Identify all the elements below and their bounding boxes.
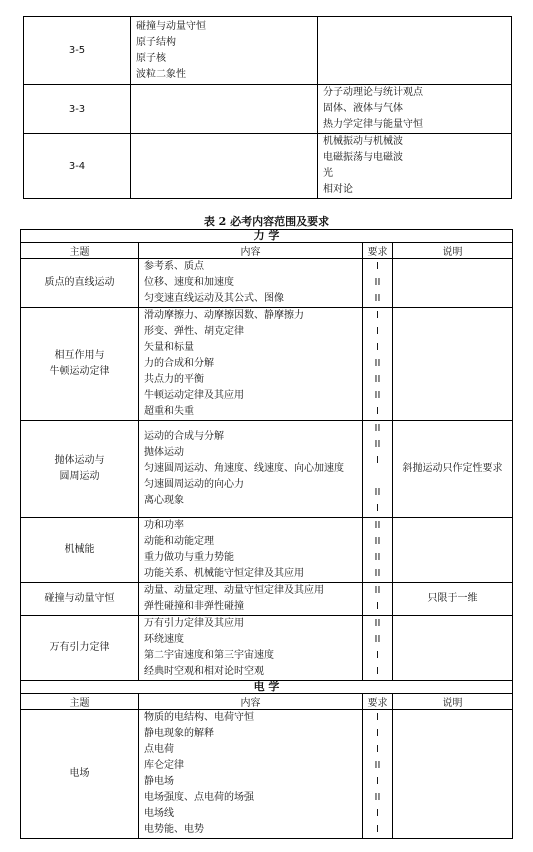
table-row [21,518,513,583]
requirement-cell [363,583,393,616]
requirement-level: II [374,568,381,579]
content-item: 第二宇宙速度和第三宇宙速度 [144,650,274,661]
table-row [24,17,512,85]
content-item: 电场强度、点电荷的场强 [144,792,254,803]
column-header-req: 要求 [363,243,393,259]
requirement-level: I [376,261,379,272]
content-item: 点电荷 [144,744,174,755]
note-cell [393,616,513,681]
topic-cell [21,518,139,583]
topic-label: 万有引力定律 [49,642,110,653]
content-item: 功和功率 [144,520,184,531]
requirement-level: I [376,650,379,661]
column-header-content: 内容 [139,694,363,710]
requirement-level: II [374,618,381,629]
module-table [23,16,512,199]
table-row [21,259,513,308]
column-header-req: 要求 [363,694,393,710]
requirement-level: I [376,824,379,835]
requirement-cell [363,421,393,518]
content-item: 物质的电结构、电荷守恒 [144,712,254,723]
table-row [21,710,513,839]
requirement-level: I [376,455,379,466]
content-item: 运动的合成与分解 [144,431,224,442]
topic-label: 相互作用与 牛顿运动定律 [49,350,110,377]
content-item: 电场线 [144,808,174,819]
list-item: 碰撞与动量守恒 [136,20,206,32]
content-item: 矢量和标量 [144,342,194,353]
table-row [21,421,513,518]
content-item: 超重和失重 [144,406,194,417]
requirement-cell [363,616,393,681]
content-item: 万有引力定律及其应用 [144,618,244,629]
requirement-level: II [374,374,381,385]
table-row [21,616,513,681]
requirement-level: II [374,277,381,288]
content-item: 离心现象 [144,495,184,506]
content-item: 滑动摩擦力、动摩擦因数、静摩擦力 [144,310,304,321]
requirement-level: I [376,406,379,417]
content-item: 静电现象的解释 [144,728,214,739]
content-item: 位移、速度和加速度 [144,277,234,288]
content-item: 功能关系、机械能守恒定律及其应用 [144,568,304,579]
list-item: 原子核 [136,52,166,64]
topic-label: 电场 [69,768,90,779]
content-item: 动能和动能定理 [144,536,214,547]
list-item: 电磁振荡与电磁波 [323,152,403,163]
topic-cell [21,308,139,421]
module-cell: 3-4 [24,134,131,199]
content-cell [139,259,363,308]
requirement-cell [363,259,393,308]
requirement-level: II [374,585,381,596]
content-item: 静电场 [144,776,174,787]
requirement-level: II [374,792,381,803]
content-item: 匀变速直线运动及其公式、图像 [144,293,284,304]
content-item: 匀速圆周运动的向心力 [144,479,244,490]
content-item: 抛体运动 [144,447,184,458]
note-cell [393,518,513,583]
list-item: 相对论 [323,184,353,195]
table-row [24,134,512,199]
column-header-content: 内容 [139,243,363,259]
column-header-topic: 主题 [21,694,139,710]
content-item: 共点力的平衡 [144,374,204,385]
content-item: 牛顿运动定律及其应用 [144,390,244,401]
requirement-level: I [376,342,379,353]
content-item: 环绕速度 [144,634,184,645]
content-cell [139,518,363,583]
requirement-level: I [376,503,379,514]
module-cell: 3-5 [24,17,131,85]
topic-label: 机械能 [64,544,95,555]
list-item: 原子结构 [136,36,176,48]
requirement-level: II [374,536,381,547]
requirement-level: II [374,760,381,771]
table-row [21,583,513,616]
list-item: 光 [323,168,333,179]
requirement-level: II [374,390,381,401]
requirement-level: I [376,601,379,612]
requirement-level: I [376,310,379,321]
topic-label: 碰撞与动量守恒 [44,593,115,604]
topic-label: 质点的直线运动 [44,277,115,288]
requirement-level: I [376,326,379,337]
content-item: 形变、弹性、胡克定律 [144,326,244,337]
section-row [21,681,513,694]
list-item: 波粒二象性 [136,68,186,80]
topic-cell [21,710,139,839]
topic-label: 抛体运动与 圆周运动 [54,455,105,482]
note-cell: 斜抛运动只作定性要求 [393,421,513,518]
content-item: 库仑定律 [144,760,184,771]
header-row [21,694,513,710]
requirement-level: I [376,666,379,677]
table-row [21,308,513,421]
module-content-cell [131,134,318,199]
requirements-table-body [21,230,513,839]
list-item: 机械振动与机械波 [323,136,403,147]
requirement-level: II [374,552,381,563]
note-cell [393,259,513,308]
requirements-table [20,229,513,839]
topic-cell [21,421,139,518]
column-header-topic: 主题 [21,243,139,259]
content-cell [139,421,363,518]
content-cell [139,583,363,616]
module-content-cell [131,17,318,85]
content-item: 电势能、电势 [144,824,204,835]
note-cell [393,308,513,421]
column-header-note: 说明 [393,243,513,259]
section-heading: 电 学 [21,681,513,694]
list-item: 固体、液体与气体 [323,103,403,114]
module-content-cell [318,134,512,199]
requirement-level: II [374,358,381,369]
content-cell [139,308,363,421]
topic-cell [21,583,139,616]
requirement-level: I [376,728,379,739]
requirement-level: II [374,423,381,434]
requirement-level: I [376,808,379,819]
requirement-level: II [374,634,381,645]
column-header-note: 说明 [393,694,513,710]
content-item: 参考系、质点 [144,261,204,272]
content-item: 重力做功与重力势能 [144,552,234,563]
requirement-level: II [374,293,381,304]
content-item: 匀速圆周运动、角速度、线速度、向心加速度 [144,463,344,474]
list-item: 热力学定律与能量守恒 [323,119,423,130]
requirement-level: II [374,520,381,531]
content-cell [139,710,363,839]
section-heading: 力 学 [21,230,513,243]
requirement-level: I [376,744,379,755]
topic-cell [21,259,139,308]
section-row [21,230,513,243]
content-item: 动量、动量定理、动量守恒定律及其应用 [144,585,324,596]
module-content-cell [318,17,512,85]
requirement-cell [363,308,393,421]
note-cell: 只限于一维 [393,583,513,616]
note-cell [393,710,513,839]
requirement-level: I [376,776,379,787]
content-item: 弹性碰撞和非弹性碰撞 [144,601,244,612]
requirement-cell [363,710,393,839]
header-row [21,243,513,259]
topic-cell [21,616,139,681]
content-item: 力的合成和分解 [144,358,214,369]
module-cell: 3-3 [24,85,131,134]
requirement-cell [363,518,393,583]
module-content-cell [318,85,512,134]
content-item: 经典时空观和相对论时空观 [144,666,264,677]
requirement-level: II [374,487,381,498]
module-content-cell [131,85,318,134]
table-title: 表 2 必考内容范围及要求 [203,215,330,228]
list-item: 分子动理论与统计观点 [323,87,423,98]
table-row [24,85,512,134]
requirement-level: II [374,439,381,450]
requirement-level: I [376,712,379,723]
content-cell [139,616,363,681]
